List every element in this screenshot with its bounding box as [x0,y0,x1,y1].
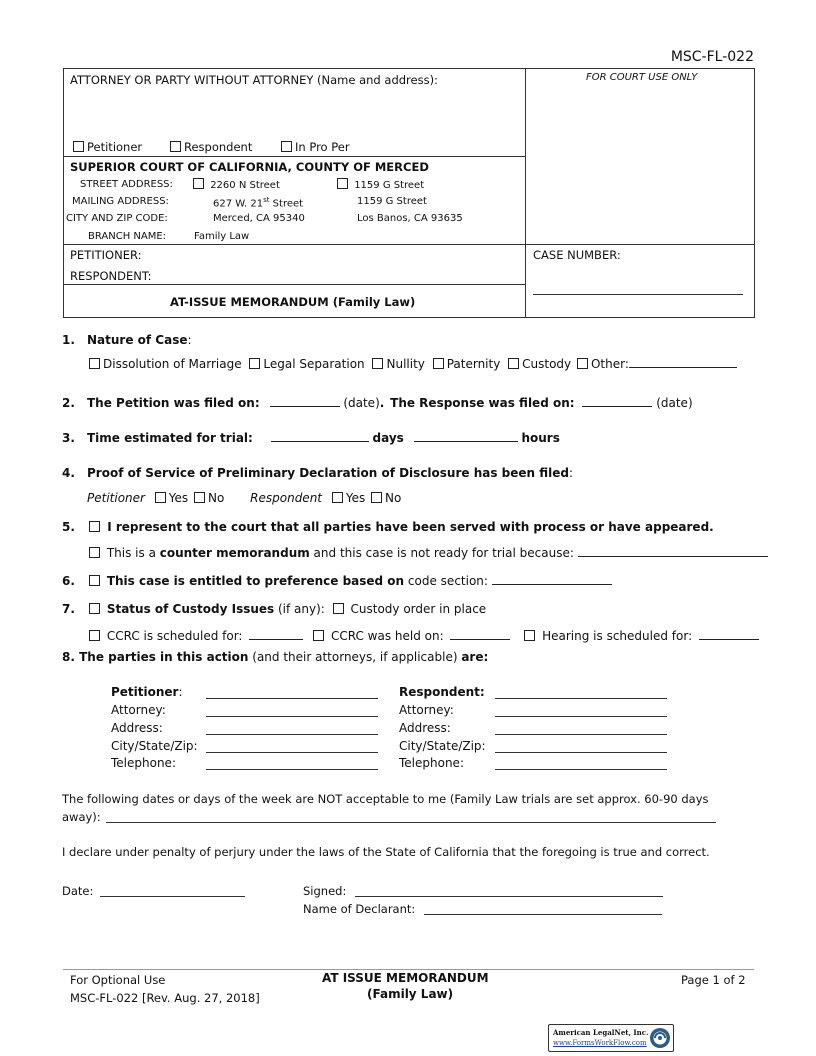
merced-mailing: 627 W. 21st Street [213,196,304,210]
petitioner-telephone-label: Telephone: [111,756,176,770]
footer-rule [63,969,754,970]
ccrc-row [89,629,759,643]
custody-check[interactable]: Status of Custody Issues (if any): Custody order in place [89,602,486,616]
petitioner-name-field[interactable] [206,698,378,699]
checkbox-icon[interactable] [313,630,324,641]
dates-not-acceptable-field[interactable] [106,822,716,823]
revision: MSC-FL-022 [Rev. Aug. 27, 2018] [70,991,260,1005]
form-id: MSC-FL-022 [670,49,754,65]
petitioner-no-check[interactable]: No [194,491,224,505]
item-3-number: 3. [62,431,75,445]
optional-use: For Optional Use [70,973,166,987]
away-label: away): [62,810,101,824]
other-check[interactable]: Other: [577,357,629,371]
declaration-text: I declare under penalty of perjury under the laws of the State of California that the foregoing is true and correct. [62,845,710,859]
respondent-label: RESPONDENT: [70,269,152,283]
checkbox-icon[interactable] [170,141,181,152]
checkbox-icon[interactable] [333,603,344,614]
checkbox-icon[interactable] [89,521,100,532]
checkbox-icon[interactable] [249,358,260,369]
ccrc-held-field[interactable] [450,629,510,640]
checkbox-icon[interactable] [371,492,382,503]
legal-separation-check[interactable]: Legal Separation [249,357,364,371]
attorney-label: ATTORNEY OR PARTY WITHOUT ATTORNEY (Name and address): [70,73,438,87]
checkbox-icon[interactable] [372,358,383,369]
checkbox-icon[interactable] [155,492,166,503]
footer-title-1: AT ISSUE MEMORANDUM [322,971,489,985]
los-banos-mailing: 1159 G Street [357,196,427,207]
logo-line-1: American LegalNet, Inc. [553,1028,649,1037]
checkbox-icon[interactable] [89,358,100,369]
checkbox-icon[interactable] [89,547,100,558]
trial-time-row: Time estimated for trial: days hours [87,431,560,445]
checkbox-icon[interactable] [508,358,519,369]
respondent-yes-check[interactable]: Yes [332,491,365,505]
checkbox-icon[interactable] [332,492,343,503]
petitioner-address-label: Address: [111,721,163,735]
checkbox-icon[interactable] [281,141,292,152]
item-2-number: 2. [62,396,75,410]
logo-line-2[interactable]: www.FormsWorkFlow.com [553,1039,647,1047]
respondent-check[interactable]: Respondent [170,140,252,154]
petitioner-attorney-label: Attorney: [111,703,166,717]
ccrc-held-check[interactable]: CCRC was held on: [313,629,444,643]
petitioner-label: PETITIONER: [70,248,142,262]
custody-check[interactable]: Custody [508,357,571,371]
branch-name: Family Law [194,231,250,242]
ccrc-scheduled-check[interactable]: CCRC is scheduled for: [89,629,242,643]
dates-not-acceptable-text: The following dates or days of the week are NOT acceptable to me (Family Law trials are set approx. 60-90 days [62,792,709,806]
petition-date-field[interactable] [270,396,340,407]
ccrc-scheduled-field[interactable] [249,629,303,640]
date-label: Date: [62,884,94,898]
case-number-label: CASE NUMBER: [533,248,621,262]
in-pro-per-check[interactable]: In Pro Per [281,140,350,154]
checkbox-icon[interactable] [73,141,84,152]
hours-field[interactable] [414,431,518,442]
petitioner-yes-check[interactable]: Yes [155,491,188,505]
proof-label: Proof of Service of Preliminary Declaration of Disclosure has been filed: [87,466,574,480]
signature-field[interactable] [355,896,663,897]
other-field[interactable] [629,357,737,368]
publisher-logo [548,1024,674,1052]
checkbox-icon[interactable] [524,630,535,641]
proof-options: Petitioner Yes No Respondent Yes No [87,491,402,505]
hearing-field[interactable] [699,629,759,640]
petitioner-address-field[interactable] [206,734,378,735]
los-banos-location-check[interactable]: 1159 G Street [337,178,424,191]
globe-icon [649,1027,671,1049]
petitioner-header: Petitioner: [111,685,183,699]
checkbox-icon[interactable] [89,575,100,586]
declarant-label: Name of Declarant: [303,902,416,916]
item-7-number: 7. [62,602,75,616]
counter-check[interactable]: This is a counter memorandum and this case is not ready for trial because: [89,546,768,560]
item-8-heading: 8. The parties in this action (and their attorneys, if applicable) are: [62,650,489,664]
street-label: STREET ADDRESS: [80,179,173,190]
court-name: SUPERIOR COURT OF CALIFORNIA, COUNTY OF MERCED [70,160,429,174]
hearing-check[interactable]: Hearing is scheduled for: [524,629,692,643]
item-4-number: 4. [62,466,75,480]
page-number: Page 1 of 2 [681,973,746,987]
respondent-address-label: Address: [399,721,451,735]
respondent-no-check[interactable]: No [371,491,401,505]
custody-order-check[interactable]: Custody order in place [333,602,487,616]
los-banos-city: Los Banos, CA 93635 [357,213,463,224]
respondent-telephone-label: Telephone: [399,756,464,770]
item-6-number: 6. [62,574,75,588]
petitioner-city-label: City/State/Zip: [111,739,198,753]
response-date-field[interactable] [582,396,652,407]
respondent-city-field[interactable] [495,752,667,753]
nullity-check[interactable]: Nullity [372,357,424,371]
respondent-name-field[interactable] [495,698,667,699]
respondent-city-label: City/State/Zip: [399,739,486,753]
checkbox-icon[interactable] [193,178,204,189]
signed-label: Signed: [303,884,347,898]
respondent-telephone-field[interactable] [495,769,667,770]
item-5-number: 5. [62,520,75,534]
petitioner-attorney-field[interactable] [206,716,378,717]
petition-filed-row: The Petition was filed on: (date). The Response was filed on: (date) [87,396,693,410]
merced-city: Merced, CA 95340 [213,213,305,224]
date-field[interactable] [100,896,245,897]
declarant-name-field[interactable] [424,914,662,915]
respondent-attorney-label: Attorney: [399,703,454,717]
represent-check[interactable]: I represent to the court that all parties have been served with process or have appeared. [89,520,714,534]
dissolution-check[interactable]: Dissolution of Marriage [89,357,242,371]
checkbox-icon[interactable] [89,603,100,614]
footer-title-2: (Family Law) [367,987,454,1001]
petitioner-city-field[interactable] [206,752,378,753]
checkbox-icon[interactable] [577,358,588,369]
paternity-check[interactable]: Paternity [433,357,501,371]
court-use-label: FOR COURT USE ONLY [586,72,698,83]
counter-reason-field[interactable] [578,546,768,557]
respondent-header: Respondent: [399,685,485,699]
nature-label: Nature of Case: [87,333,192,347]
petitioner-check[interactable]: Petitioner [73,140,142,154]
days-field[interactable] [271,431,369,442]
checkbox-icon[interactable] [433,358,444,369]
petitioner-telephone-field[interactable] [206,769,378,770]
city-label: CITY AND ZIP CODE: [66,213,168,224]
respondent-address-field[interactable] [495,734,667,735]
nature-options [89,357,737,371]
checkbox-icon[interactable] [89,630,100,641]
mailing-label: MAILING ADDRESS: [72,196,169,207]
branch-label: BRANCH NAME: [88,231,167,242]
code-section-field[interactable] [492,574,612,585]
preference-check[interactable]: This case is entitled to preference based on code section: [89,574,612,588]
form-title: AT-ISSUE MEMORANDUM (Family Law) [170,295,416,309]
checkbox-icon[interactable] [194,492,205,503]
respondent-attorney-field[interactable] [495,716,667,717]
item-1-number: 1. [62,333,75,347]
merced-location-check[interactable]: 2260 N Street [193,178,280,191]
checkbox-icon[interactable] [337,178,348,189]
